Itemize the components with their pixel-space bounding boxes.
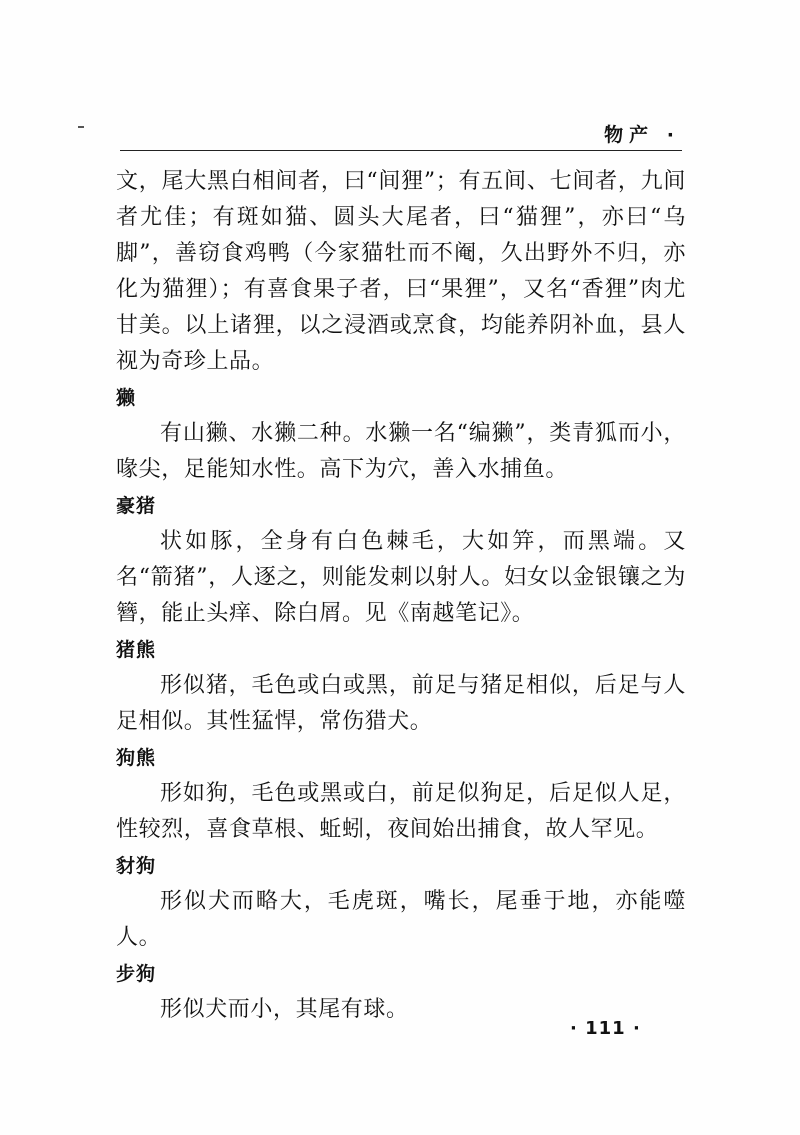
entry-heading: 步狗 <box>116 963 157 985</box>
entry-text: 形如狗，毛色或黑或白，前足似狗足，后足似人足，性较烈，喜食草根、蚯蚓，夜间始出捕食，故人罕见。 <box>116 781 686 842</box>
entry-dhole <box>116 848 686 956</box>
entry-text: 有山獭、水獭二种。水獭一名“编獭”，类青狐而小，喙尖，足能知水性。高下为穴，善入水捕鱼。 <box>116 421 686 482</box>
entry-text: 形似猪，毛色或白或黑，前足与猪足相似，后足与人足相似。其性猛悍，常伤猎犬。 <box>116 673 686 734</box>
entry-pig-bear <box>116 632 686 740</box>
running-header: 物产 · <box>604 124 680 146</box>
entry-heading: 狗熊 <box>116 747 157 769</box>
entry-text: 状如豚，全身有白色棘毛，大如笄，而黑端。又名“箭猪”，人逐之，则能发刺以射人。妇女以金银镶之为簪，能止头痒、除白屑。见《南越笔记》。 <box>116 529 686 626</box>
entry-otter <box>116 380 686 488</box>
header-rule <box>120 150 682 151</box>
entry-heading: 猪熊 <box>116 639 157 661</box>
entry-text: 形似犬而小，其尾有球。 <box>160 997 409 1022</box>
page-number: · 111 · <box>570 1018 641 1039</box>
margin-mark <box>78 126 84 128</box>
entry-heading: 獭 <box>116 387 137 409</box>
entry-heading: 豺狗 <box>116 855 157 877</box>
entry-heading: 豪猪 <box>116 495 157 517</box>
entry-text: 形似犬而略大，毛虎斑，嘴长，尾垂于地，亦能噬人。 <box>116 889 686 950</box>
opening-paragraph: 文，尾大黑白相间者，曰“间狸”；有五间、七间者，九间者尤佳；有斑如猫、圆头大尾者，曰“猫狸”，亦曰“乌脚”，善窃食鸡鸭（今家猫牡而不阉，久出野外不归，亦化为猫狸）；有喜食果子者，曰“果狸”，又名“香狸”肉尤甘美。以上诸狸，以之浸酒或烹食，均能养阴补血，县人视为奇珍上品。 <box>116 169 686 374</box>
entry-porcupine <box>116 488 686 632</box>
entry-dog-bear <box>116 740 686 848</box>
page-body <box>116 164 686 1028</box>
